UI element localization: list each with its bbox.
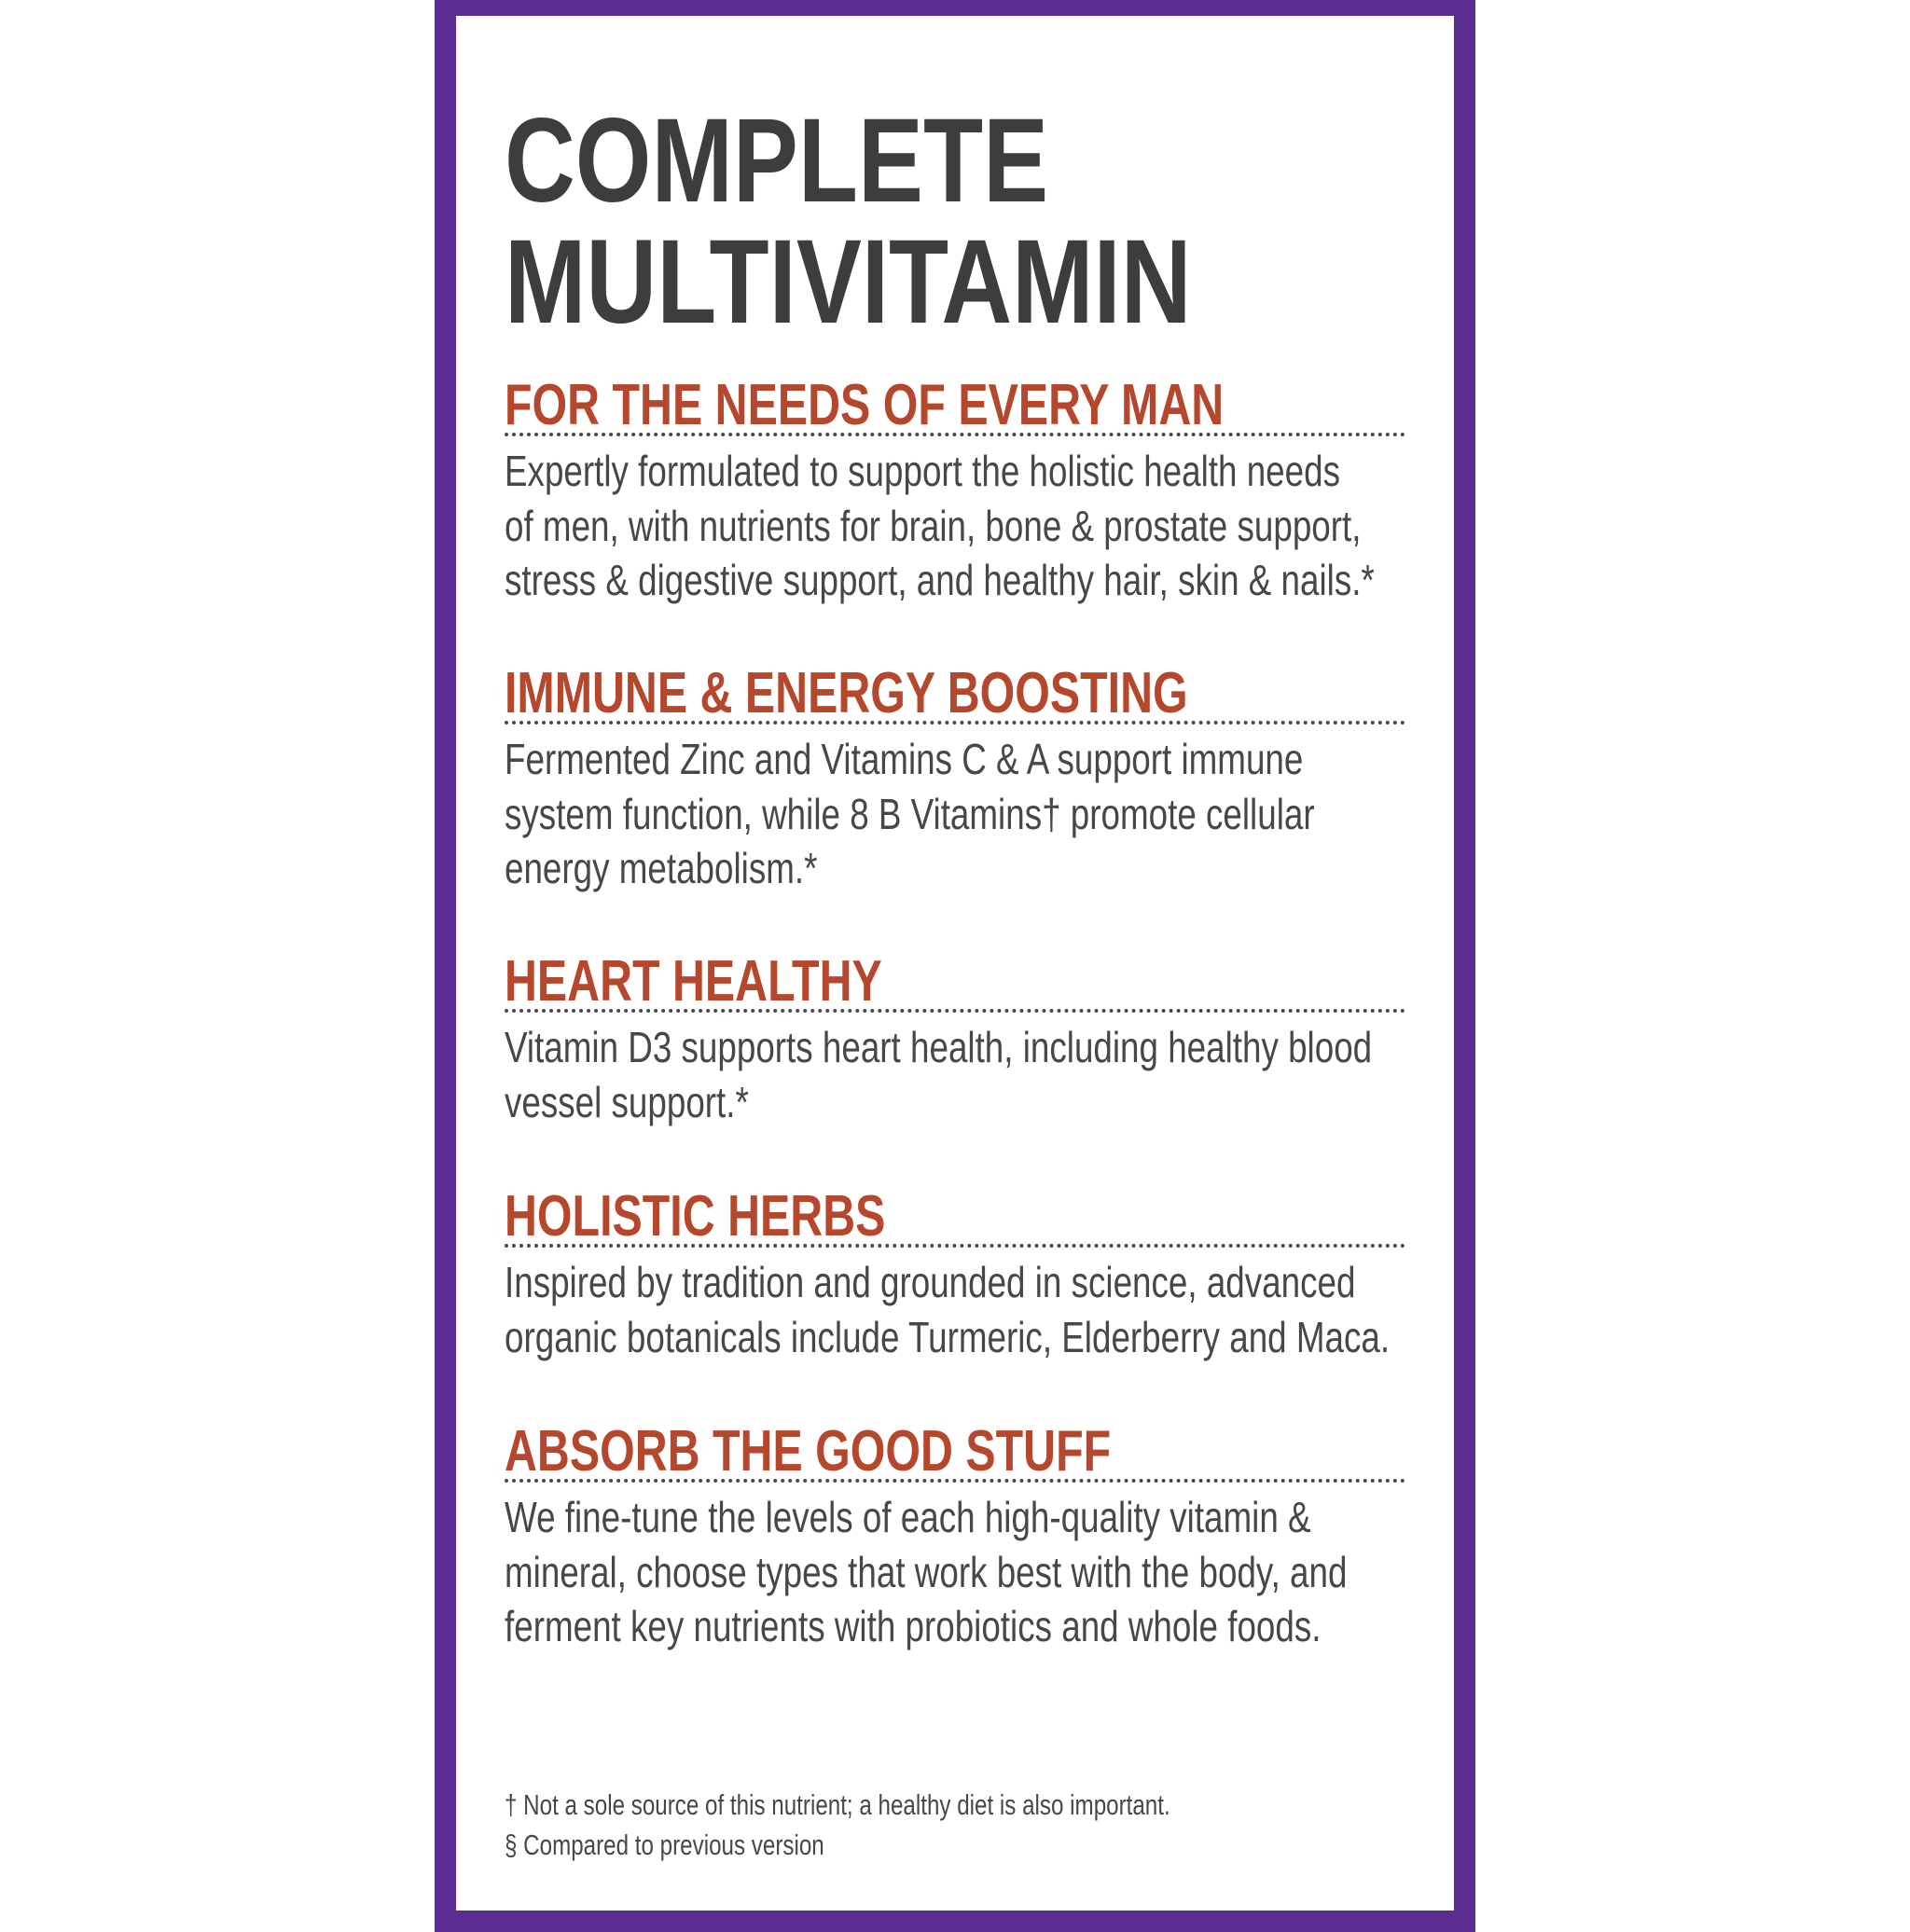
body-line: We fine-tune the levels of each high-quality vitamin & bbox=[505, 1493, 1311, 1541]
title-line-2: MULTIVITAMIN bbox=[505, 215, 1192, 349]
body-line: mineral, choose types that work best with the body, and bbox=[505, 1547, 1348, 1596]
body-line: system function, while 8 B Vitamins† promote cellular bbox=[505, 789, 1315, 838]
body-line: Inspired by tradition and grounded in science, advanced bbox=[505, 1258, 1356, 1306]
section-holistic-herbs bbox=[505, 1184, 1405, 1364]
body-line: Vitamin D3 supports heart health, including healthy blood bbox=[505, 1023, 1373, 1071]
section-body bbox=[505, 732, 1315, 896]
section-body bbox=[505, 444, 1375, 608]
body-line: of men, with nutrients for brain, bone & prostate support, bbox=[505, 501, 1362, 550]
footnote-section: § Compared to previous version bbox=[505, 1828, 824, 1861]
section-body bbox=[505, 1490, 1348, 1654]
section-heart-healthy bbox=[505, 949, 1405, 1129]
section-heading: HOLISTIC HERBS bbox=[505, 1184, 886, 1249]
section-heading: ABSORB THE GOOD STUFF bbox=[505, 1419, 1112, 1484]
page-title bbox=[505, 94, 1192, 349]
body-line: Expertly formulated to support the holistic health needs bbox=[505, 447, 1340, 495]
body-line: organic botanicals include Turmeric, Elderberry and Maca. bbox=[505, 1312, 1391, 1361]
section-heading: FOR THE NEEDS OF EVERY MAN bbox=[505, 373, 1225, 437]
title-line-1: COMPLETE bbox=[505, 94, 1049, 228]
footnote-dagger: † Not a sole source of this nutrient; a healthy diet is also important. bbox=[505, 1788, 1170, 1821]
section-heading: IMMUNE & ENERGY BOOSTING bbox=[505, 661, 1188, 725]
section-heading: HEART HEALTHY bbox=[505, 949, 882, 1014]
section-needs-of-every-man bbox=[505, 373, 1405, 608]
section-absorb-good-stuff bbox=[505, 1419, 1405, 1654]
section-body bbox=[505, 1255, 1391, 1364]
body-line: stress & digestive support, and healthy hair, skin & nails.* bbox=[505, 556, 1375, 604]
body-line: ferment key nutrients with probiotics and whole foods. bbox=[505, 1602, 1322, 1650]
footnotes bbox=[505, 1785, 1170, 1865]
body-line: vessel support.* bbox=[505, 1077, 749, 1126]
section-immune-energy bbox=[505, 661, 1405, 896]
body-line: energy metabolism.* bbox=[505, 844, 818, 892]
section-body bbox=[505, 1020, 1373, 1129]
body-line: Fermented Zinc and Vitamins C & A support immune bbox=[505, 735, 1304, 783]
